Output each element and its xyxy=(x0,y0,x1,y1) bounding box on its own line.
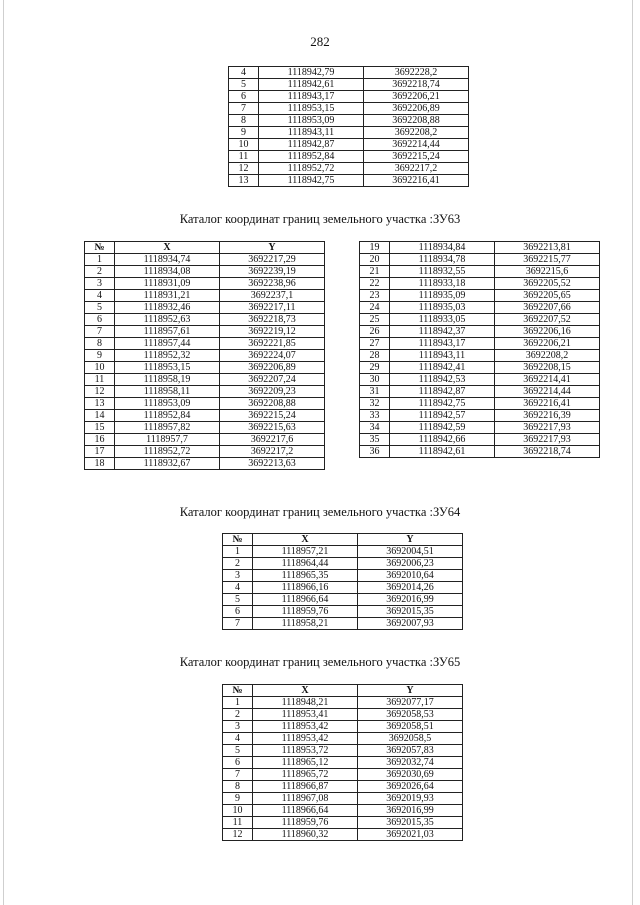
x-coordinate-cell: 1118958,11 xyxy=(115,386,220,398)
point-number-cell: 5 xyxy=(85,302,115,314)
point-number-cell: 8 xyxy=(229,115,259,127)
y-coordinate-cell: 3692214,44 xyxy=(495,386,600,398)
y-coordinate-cell: 3692004,51 xyxy=(358,546,463,558)
x-coordinate-cell: 1118942,61 xyxy=(390,446,495,458)
y-coordinate-cell: 3692208,15 xyxy=(495,362,600,374)
table-row xyxy=(85,374,325,386)
x-coordinate-cell: 1118943,11 xyxy=(259,127,364,139)
x-coordinate-cell: 1118967,08 xyxy=(253,793,358,805)
x-coordinate-cell: 1118943,11 xyxy=(390,350,495,362)
point-number-cell: 10 xyxy=(223,805,253,817)
x-coordinate-cell: 1118935,03 xyxy=(390,302,495,314)
y-coordinate-cell: 3692216,39 xyxy=(495,410,600,422)
table-row xyxy=(223,594,463,606)
point-number-cell: 30 xyxy=(360,374,390,386)
section-title-zu64: Каталог координат границ земельного участка :ЗУ64 xyxy=(179,505,461,519)
point-number-cell: 7 xyxy=(229,103,259,115)
y-coordinate-cell: 3692217,29 xyxy=(220,254,325,266)
x-coordinate-cell: 1118966,64 xyxy=(253,805,358,817)
point-number-cell: 1 xyxy=(223,697,253,709)
point-number-cell: 6 xyxy=(223,757,253,769)
table-row xyxy=(229,91,469,103)
x-coordinate-cell: 1118953,09 xyxy=(259,115,364,127)
table-row xyxy=(223,546,463,558)
table-row xyxy=(229,103,469,115)
y-coordinate-cell: 3692010,64 xyxy=(358,570,463,582)
point-number-cell: 2 xyxy=(223,709,253,721)
x-coordinate-cell: 1118966,16 xyxy=(253,582,358,594)
table-row xyxy=(85,326,325,338)
table-row xyxy=(223,829,463,841)
x-coordinate-cell: 1118966,87 xyxy=(253,781,358,793)
y-coordinate-cell: 3692015,35 xyxy=(358,817,463,829)
x-coordinate-cell: 1118965,12 xyxy=(253,757,358,769)
header-x: X xyxy=(253,685,358,697)
y-coordinate-cell: 3692058,51 xyxy=(358,721,463,733)
x-coordinate-cell: 1118943,17 xyxy=(390,338,495,350)
x-coordinate-cell: 1118931,09 xyxy=(115,278,220,290)
table-row xyxy=(360,434,600,446)
table-row xyxy=(223,769,463,781)
table-row xyxy=(223,618,463,630)
table-row xyxy=(360,386,600,398)
header-y: Y xyxy=(358,685,463,697)
table-row xyxy=(229,163,469,175)
point-number-cell: 3 xyxy=(223,721,253,733)
x-coordinate-cell: 1118960,32 xyxy=(253,829,358,841)
table-row xyxy=(229,175,469,187)
y-coordinate-cell: 3692206,21 xyxy=(364,91,469,103)
table-row xyxy=(360,242,600,254)
y-coordinate-cell: 3692218,73 xyxy=(220,314,325,326)
table-row xyxy=(85,338,325,350)
header-number: № xyxy=(223,685,253,697)
y-coordinate-cell: 3692238,96 xyxy=(220,278,325,290)
coordinates-table-zu65 xyxy=(222,684,463,841)
point-number-cell: 31 xyxy=(360,386,390,398)
table-row xyxy=(85,458,325,470)
x-coordinate-cell: 1118957,61 xyxy=(115,326,220,338)
y-coordinate-cell: 3692219,12 xyxy=(220,326,325,338)
x-coordinate-cell: 1118957,44 xyxy=(115,338,220,350)
y-coordinate-cell: 3692215,24 xyxy=(364,151,469,163)
y-coordinate-cell: 3692206,89 xyxy=(220,362,325,374)
table-row xyxy=(85,290,325,302)
table-row xyxy=(360,290,600,302)
coordinates-table-zu64 xyxy=(222,533,463,630)
point-number-cell: 12 xyxy=(229,163,259,175)
y-coordinate-cell: 3692019,93 xyxy=(358,793,463,805)
y-coordinate-cell: 3692208,88 xyxy=(220,398,325,410)
y-coordinate-cell: 3692016,99 xyxy=(358,805,463,817)
table-row xyxy=(223,805,463,817)
table-row xyxy=(360,350,600,362)
table-row xyxy=(360,326,600,338)
x-coordinate-cell: 1118958,19 xyxy=(115,374,220,386)
table-row xyxy=(360,254,600,266)
table-row xyxy=(360,314,600,326)
table-header-row xyxy=(223,685,463,697)
point-number-cell: 21 xyxy=(360,266,390,278)
table-row xyxy=(360,446,600,458)
point-number-cell: 4 xyxy=(223,582,253,594)
table-row xyxy=(223,582,463,594)
table-row xyxy=(223,558,463,570)
point-number-cell: 34 xyxy=(360,422,390,434)
y-coordinate-cell: 3692213,81 xyxy=(495,242,600,254)
table-row xyxy=(360,278,600,290)
table-header-row xyxy=(223,534,463,546)
table-row xyxy=(85,266,325,278)
y-coordinate-cell: 3692217,93 xyxy=(495,434,600,446)
point-number-cell: 23 xyxy=(360,290,390,302)
table-row xyxy=(360,374,600,386)
table-row xyxy=(223,817,463,829)
point-number-cell: 9 xyxy=(229,127,259,139)
point-number-cell: 15 xyxy=(85,422,115,434)
x-coordinate-cell: 1118932,46 xyxy=(115,302,220,314)
x-coordinate-cell: 1118931,21 xyxy=(115,290,220,302)
point-number-cell: 32 xyxy=(360,398,390,410)
x-coordinate-cell: 1118953,15 xyxy=(115,362,220,374)
x-coordinate-cell: 1118933,18 xyxy=(390,278,495,290)
x-coordinate-cell: 1118957,21 xyxy=(253,546,358,558)
x-coordinate-cell: 1118953,42 xyxy=(253,721,358,733)
point-number-cell: 4 xyxy=(223,733,253,745)
table-row xyxy=(85,398,325,410)
point-number-cell: 5 xyxy=(223,594,253,606)
x-coordinate-cell: 1118959,76 xyxy=(253,817,358,829)
point-number-cell: 6 xyxy=(85,314,115,326)
x-coordinate-cell: 1118953,41 xyxy=(253,709,358,721)
x-coordinate-cell: 1118932,55 xyxy=(390,266,495,278)
y-coordinate-cell: 3692215,24 xyxy=(220,410,325,422)
y-coordinate-cell: 3692216,41 xyxy=(495,398,600,410)
y-coordinate-cell: 3692239,19 xyxy=(220,266,325,278)
page-number: 282 xyxy=(310,34,330,49)
y-coordinate-cell: 3692217,11 xyxy=(220,302,325,314)
x-coordinate-cell: 1118942,37 xyxy=(390,326,495,338)
point-number-cell: 11 xyxy=(85,374,115,386)
y-coordinate-cell: 3692237,1 xyxy=(220,290,325,302)
y-coordinate-cell: 3692205,52 xyxy=(495,278,600,290)
point-number-cell: 11 xyxy=(229,151,259,163)
point-number-cell: 11 xyxy=(223,817,253,829)
table-row xyxy=(85,422,325,434)
point-number-cell: 7 xyxy=(85,326,115,338)
table-row xyxy=(85,254,325,266)
y-coordinate-cell: 3692218,74 xyxy=(364,79,469,91)
y-coordinate-cell: 3692015,35 xyxy=(358,606,463,618)
table-row xyxy=(223,606,463,618)
y-coordinate-cell: 3692215,6 xyxy=(495,266,600,278)
y-coordinate-cell: 3692208,88 xyxy=(364,115,469,127)
x-coordinate-cell: 1118942,53 xyxy=(390,374,495,386)
table-row xyxy=(223,757,463,769)
y-coordinate-cell: 3692206,16 xyxy=(495,326,600,338)
point-number-cell: 13 xyxy=(85,398,115,410)
table-row xyxy=(223,745,463,757)
point-number-cell: 8 xyxy=(85,338,115,350)
table-row xyxy=(85,410,325,422)
point-number-cell: 6 xyxy=(223,606,253,618)
point-number-cell: 3 xyxy=(223,570,253,582)
point-number-cell: 29 xyxy=(360,362,390,374)
point-number-cell: 25 xyxy=(360,314,390,326)
point-number-cell: 1 xyxy=(85,254,115,266)
point-number-cell: 17 xyxy=(85,446,115,458)
table-row xyxy=(229,139,469,151)
x-coordinate-cell: 1118952,72 xyxy=(259,163,364,175)
x-coordinate-cell: 1118964,44 xyxy=(253,558,358,570)
table-row xyxy=(360,422,600,434)
point-number-cell: 5 xyxy=(223,745,253,757)
y-coordinate-cell: 3692209,23 xyxy=(220,386,325,398)
x-coordinate-cell: 1118932,67 xyxy=(115,458,220,470)
x-coordinate-cell: 1118952,84 xyxy=(259,151,364,163)
coordinates-table-continued xyxy=(228,66,469,187)
table-row xyxy=(223,733,463,745)
table-row xyxy=(223,793,463,805)
y-coordinate-cell: 3692021,03 xyxy=(358,829,463,841)
table-row xyxy=(360,302,600,314)
x-coordinate-cell: 1118959,76 xyxy=(253,606,358,618)
x-coordinate-cell: 1118942,41 xyxy=(390,362,495,374)
table-row xyxy=(85,314,325,326)
y-coordinate-cell: 3692215,77 xyxy=(495,254,600,266)
x-coordinate-cell: 1118942,87 xyxy=(259,139,364,151)
point-number-cell: 2 xyxy=(223,558,253,570)
y-coordinate-cell: 3692214,41 xyxy=(495,374,600,386)
x-coordinate-cell: 1118948,21 xyxy=(253,697,358,709)
x-coordinate-cell: 1118942,61 xyxy=(259,79,364,91)
x-coordinate-cell: 1118952,32 xyxy=(115,350,220,362)
point-number-cell: 14 xyxy=(85,410,115,422)
point-number-cell: 10 xyxy=(85,362,115,374)
table-row xyxy=(223,781,463,793)
point-number-cell: 20 xyxy=(360,254,390,266)
section-title-zu63: Каталог координат границ земельного участка :ЗУ63 xyxy=(179,212,461,226)
point-number-cell: 35 xyxy=(360,434,390,446)
y-coordinate-cell: 3692006,23 xyxy=(358,558,463,570)
x-coordinate-cell: 1118934,78 xyxy=(390,254,495,266)
scan-edge-left xyxy=(3,0,4,905)
x-coordinate-cell: 1118957,7 xyxy=(115,434,220,446)
y-coordinate-cell: 3692228,2 xyxy=(364,67,469,79)
y-coordinate-cell: 3692058,5 xyxy=(358,733,463,745)
point-number-cell: 19 xyxy=(360,242,390,254)
x-coordinate-cell: 1118952,72 xyxy=(115,446,220,458)
table-row xyxy=(85,350,325,362)
y-coordinate-cell: 3692207,24 xyxy=(220,374,325,386)
y-coordinate-cell: 3692205,65 xyxy=(495,290,600,302)
point-number-cell: 7 xyxy=(223,769,253,781)
point-number-cell: 12 xyxy=(85,386,115,398)
y-coordinate-cell: 3692217,93 xyxy=(495,422,600,434)
x-coordinate-cell: 1118942,75 xyxy=(390,398,495,410)
x-coordinate-cell: 1118943,17 xyxy=(259,91,364,103)
point-number-cell: 4 xyxy=(229,67,259,79)
header-x: X xyxy=(115,242,220,254)
x-coordinate-cell: 1118942,87 xyxy=(390,386,495,398)
x-coordinate-cell: 1118965,35 xyxy=(253,570,358,582)
point-number-cell: 13 xyxy=(229,175,259,187)
table-row xyxy=(85,302,325,314)
y-coordinate-cell: 3692221,85 xyxy=(220,338,325,350)
point-number-cell: 36 xyxy=(360,446,390,458)
y-coordinate-cell: 3692057,83 xyxy=(358,745,463,757)
y-coordinate-cell: 3692207,66 xyxy=(495,302,600,314)
table-row xyxy=(360,362,600,374)
y-coordinate-cell: 3692208,2 xyxy=(495,350,600,362)
section-title-zu65: Каталог координат границ земельного участка :ЗУ65 xyxy=(179,655,461,669)
point-number-cell: 9 xyxy=(85,350,115,362)
y-coordinate-cell: 3692206,21 xyxy=(495,338,600,350)
point-number-cell: 9 xyxy=(223,793,253,805)
y-coordinate-cell: 3692218,74 xyxy=(495,446,600,458)
table-row xyxy=(360,410,600,422)
y-coordinate-cell: 3692207,52 xyxy=(495,314,600,326)
point-number-cell: 1 xyxy=(223,546,253,558)
x-coordinate-cell: 1118952,63 xyxy=(115,314,220,326)
point-number-cell: 2 xyxy=(85,266,115,278)
header-y: Y xyxy=(358,534,463,546)
point-number-cell: 24 xyxy=(360,302,390,314)
y-coordinate-cell: 3692215,63 xyxy=(220,422,325,434)
point-number-cell: 5 xyxy=(229,79,259,91)
x-coordinate-cell: 1118935,09 xyxy=(390,290,495,302)
header-number: № xyxy=(223,534,253,546)
x-coordinate-cell: 1118953,72 xyxy=(253,745,358,757)
table-row xyxy=(85,434,325,446)
y-coordinate-cell: 3692026,64 xyxy=(358,781,463,793)
y-coordinate-cell: 3692007,93 xyxy=(358,618,463,630)
table-row xyxy=(229,151,469,163)
point-number-cell: 6 xyxy=(229,91,259,103)
x-coordinate-cell: 1118953,15 xyxy=(259,103,364,115)
x-coordinate-cell: 1118942,57 xyxy=(390,410,495,422)
y-coordinate-cell: 3692217,6 xyxy=(220,434,325,446)
table-row xyxy=(229,115,469,127)
table-row xyxy=(223,697,463,709)
table-row xyxy=(223,709,463,721)
x-coordinate-cell: 1118942,66 xyxy=(390,434,495,446)
y-coordinate-cell: 3692208,2 xyxy=(364,127,469,139)
scan-edge-right xyxy=(632,0,633,905)
y-coordinate-cell: 3692217,2 xyxy=(220,446,325,458)
point-number-cell: 33 xyxy=(360,410,390,422)
table-row xyxy=(223,721,463,733)
table-row xyxy=(85,362,325,374)
y-coordinate-cell: 3692058,53 xyxy=(358,709,463,721)
point-number-cell: 26 xyxy=(360,326,390,338)
x-coordinate-cell: 1118966,64 xyxy=(253,594,358,606)
header-number: № xyxy=(85,242,115,254)
x-coordinate-cell: 1118933,05 xyxy=(390,314,495,326)
x-coordinate-cell: 1118942,79 xyxy=(259,67,364,79)
y-coordinate-cell: 3692032,74 xyxy=(358,757,463,769)
x-coordinate-cell: 1118934,08 xyxy=(115,266,220,278)
x-coordinate-cell: 1118958,21 xyxy=(253,618,358,630)
point-number-cell: 12 xyxy=(223,829,253,841)
y-coordinate-cell: 3692016,99 xyxy=(358,594,463,606)
point-number-cell: 8 xyxy=(223,781,253,793)
table-row xyxy=(360,266,600,278)
header-x: X xyxy=(253,534,358,546)
coordinates-table-zu63-right xyxy=(359,241,600,458)
x-coordinate-cell: 1118965,72 xyxy=(253,769,358,781)
x-coordinate-cell: 1118953,09 xyxy=(115,398,220,410)
table-row xyxy=(85,278,325,290)
x-coordinate-cell: 1118942,75 xyxy=(259,175,364,187)
x-coordinate-cell: 1118934,84 xyxy=(390,242,495,254)
point-number-cell: 18 xyxy=(85,458,115,470)
y-coordinate-cell: 3692214,44 xyxy=(364,139,469,151)
point-number-cell: 16 xyxy=(85,434,115,446)
point-number-cell: 10 xyxy=(229,139,259,151)
table-row xyxy=(223,570,463,582)
table-row xyxy=(85,386,325,398)
header-y: Y xyxy=(220,242,325,254)
table-header-row xyxy=(85,242,325,254)
point-number-cell: 28 xyxy=(360,350,390,362)
table-row xyxy=(360,398,600,410)
y-coordinate-cell: 3692216,41 xyxy=(364,175,469,187)
y-coordinate-cell: 3692224,07 xyxy=(220,350,325,362)
point-number-cell: 7 xyxy=(223,618,253,630)
table-row xyxy=(229,67,469,79)
point-number-cell: 3 xyxy=(85,278,115,290)
table-row xyxy=(360,338,600,350)
x-coordinate-cell: 1118942,59 xyxy=(390,422,495,434)
y-coordinate-cell: 3692077,17 xyxy=(358,697,463,709)
y-coordinate-cell: 3692217,2 xyxy=(364,163,469,175)
coordinates-table-zu63-left xyxy=(84,241,325,470)
table-row xyxy=(229,127,469,139)
table-row xyxy=(229,79,469,91)
point-number-cell: 22 xyxy=(360,278,390,290)
point-number-cell: 27 xyxy=(360,338,390,350)
x-coordinate-cell: 1118957,82 xyxy=(115,422,220,434)
y-coordinate-cell: 3692014,26 xyxy=(358,582,463,594)
y-coordinate-cell: 3692213,63 xyxy=(220,458,325,470)
table-row xyxy=(85,446,325,458)
y-coordinate-cell: 3692206,89 xyxy=(364,103,469,115)
point-number-cell: 4 xyxy=(85,290,115,302)
x-coordinate-cell: 1118953,42 xyxy=(253,733,358,745)
x-coordinate-cell: 1118952,84 xyxy=(115,410,220,422)
x-coordinate-cell: 1118934,74 xyxy=(115,254,220,266)
y-coordinate-cell: 3692030,69 xyxy=(358,769,463,781)
